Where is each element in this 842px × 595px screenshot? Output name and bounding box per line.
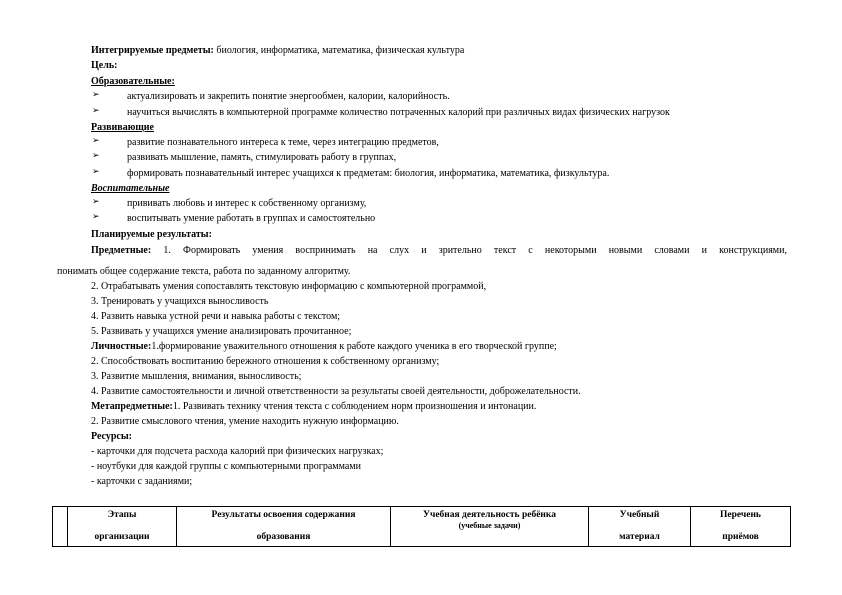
meta-results-line	[91, 400, 536, 413]
educational-item: актуализировать и закрепить понятие энергообмен, калории, калорийность.	[127, 91, 450, 102]
header-techniques-top: Перечень	[720, 510, 761, 520]
header-stages-bottom: организации	[94, 532, 150, 542]
header-material-top: Учебный	[619, 510, 660, 520]
subject-result-item: 4. Развить навыка устной речи и навыка работы с текстом;	[91, 311, 341, 322]
meta-results-label: Метапредметные:	[91, 401, 173, 412]
header-material-bottom: материал	[619, 532, 660, 542]
lesson-plan-table	[52, 506, 791, 547]
header-techniques-bottom: приёмов	[722, 532, 759, 542]
personal-results-label: Личностные:	[91, 341, 152, 352]
personal-results-line	[91, 340, 557, 353]
personal-result-item: 4. Развитие самостоятельности и личной ответственности за результаты своей деятельности, доброжелательности.	[91, 386, 581, 397]
header-activity-sub: (учебные задачи)	[458, 521, 521, 530]
subject-result-item: 5. Развивать у учащихся умение анализировать прочитанное;	[91, 326, 352, 337]
header-results-bottom: образования	[256, 532, 311, 542]
resource-item: - ноутбуки для каждой группы с компьютерными программами	[91, 461, 361, 472]
resource-item: - карточки с заданиями;	[91, 476, 193, 487]
integrated-subjects	[91, 44, 464, 57]
arrow-bullet-icon: ➢	[92, 106, 100, 116]
upbringing-item: прививать любовь и интерес к собственному организму,	[127, 198, 367, 209]
arrow-bullet-icon: ➢	[92, 90, 100, 100]
goal-label: Цель:	[91, 60, 118, 71]
integrated-subjects-value: биология, информатика, математика, физическая культура	[213, 45, 465, 56]
table-header-techniques	[691, 507, 791, 547]
table-header-material	[589, 507, 691, 547]
developing-heading: Развивающие	[91, 122, 154, 133]
integrated-subjects-label: Интегрируемые предметы:	[91, 45, 214, 56]
subject-results-label: Предметные:	[91, 245, 152, 256]
developing-item: формировать познавательный интерес учащихся к предметам: биология, информатика, математика, физкультура.	[127, 168, 610, 179]
header-results-top: Результаты освоения содержания	[211, 510, 356, 520]
developing-item: развивать мышление, память, стимулировать работу в группах,	[127, 152, 397, 163]
arrow-bullet-icon: ➢	[92, 151, 100, 161]
header-stages-top: Этапы	[107, 510, 137, 520]
resources-heading: Ресурсы:	[91, 431, 132, 442]
subject-results-text: 1. Формировать умения воспринимать на слух и зрительно текст с некоторыми новыми словами и конструкциями,	[151, 245, 787, 256]
meta-results-text: 1. Развивать технику чтения текста с соблюдением норм произношения и интонации.	[172, 401, 537, 412]
subject-results-continuation: понимать общее содержание текста, работа по заданному алгоритму.	[57, 266, 351, 277]
upbringing-item: воспитывать умение работать в группах и самостоятельно	[127, 213, 376, 224]
upbringing-heading: Воспитательные	[91, 183, 170, 194]
personal-results-text: 1.формирование уважительного отношения к работе каждого ученика в его творческой группе;	[151, 341, 557, 352]
planned-results-heading: Планируемые результаты:	[91, 229, 212, 240]
educational-item: научиться вычислять в компьютерной программе количество потраченных калорий при различных видах физических нагрузок	[127, 107, 670, 118]
header-activity-top: Учебная деятельность ребёнка	[423, 510, 556, 520]
table-spacer-cell	[53, 507, 68, 547]
table-header-results	[177, 507, 391, 547]
arrow-bullet-icon: ➢	[92, 197, 100, 207]
developing-item: развитие познавательного интереса к теме, через интеграцию предметов,	[127, 137, 439, 148]
subject-results-line	[91, 244, 787, 257]
educational-heading: Образовательные:	[91, 76, 175, 87]
subject-result-item: 2. Отрабатывать умения сопоставлять текстовую информацию с компьютерной программой,	[91, 281, 487, 292]
subject-result-item: 3. Тренировать у учащихся выносливость	[91, 296, 269, 307]
resource-item: - карточки для подсчета расхода калорий при физических нагрузках;	[91, 446, 384, 457]
table-header-row	[53, 507, 791, 547]
arrow-bullet-icon: ➢	[92, 167, 100, 177]
table-header-activity	[391, 507, 589, 547]
personal-result-item: 3. Развитие мышления, внимания, выносливость;	[91, 371, 302, 382]
personal-result-item: 2. Способствовать воспитанию бережного отношения к собственному организму;	[91, 356, 440, 367]
arrow-bullet-icon: ➢	[92, 136, 100, 146]
meta-result-item: 2. Развитие смыслового чтения, умение находить нужную информацию.	[91, 416, 399, 427]
table-header-stages	[68, 507, 177, 547]
arrow-bullet-icon: ➢	[92, 212, 100, 222]
